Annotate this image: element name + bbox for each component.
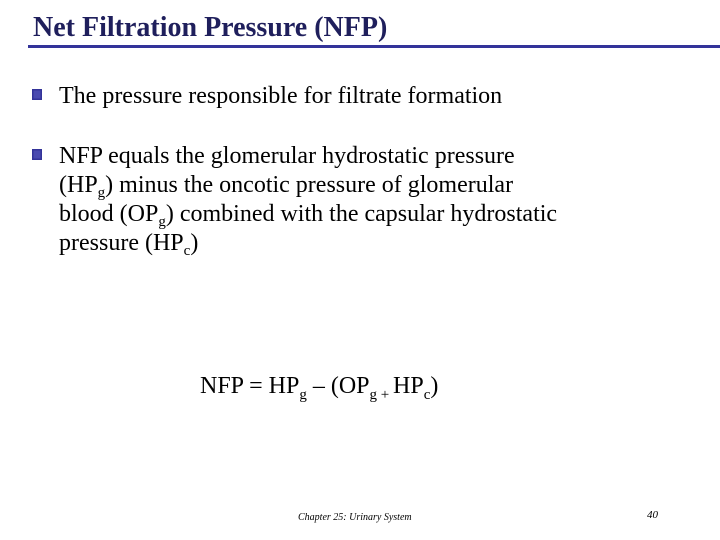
title-underline (28, 45, 720, 48)
bullet-line: $(HP_g)$ minus the oncotic pressure of glomerular (59, 172, 514, 201)
footer-chapter: Chapter 25: Urinary System (298, 512, 412, 523)
bullet-line: blood $(OP_g)$ combined with the capsular hydrostatic (59, 201, 558, 230)
nfp-equation: NFP = $HP_g - (OP_{g +}$ $HP_c$) (200, 373, 439, 403)
page-number: 40 (647, 509, 658, 521)
square-bullet-icon (32, 149, 42, 160)
bullet-line: NFP equals the glomerular hydrostatic pressure (59, 143, 515, 169)
bullet-text: The pressure responsible for filtrate formation (59, 83, 503, 109)
bullet-text (59, 142, 557, 258)
bullet-line: pressure $(HP_c)$ (59, 230, 199, 259)
slide-title: Net Filtration Pressure (NFP) (33, 12, 388, 43)
square-bullet-icon (32, 89, 42, 100)
